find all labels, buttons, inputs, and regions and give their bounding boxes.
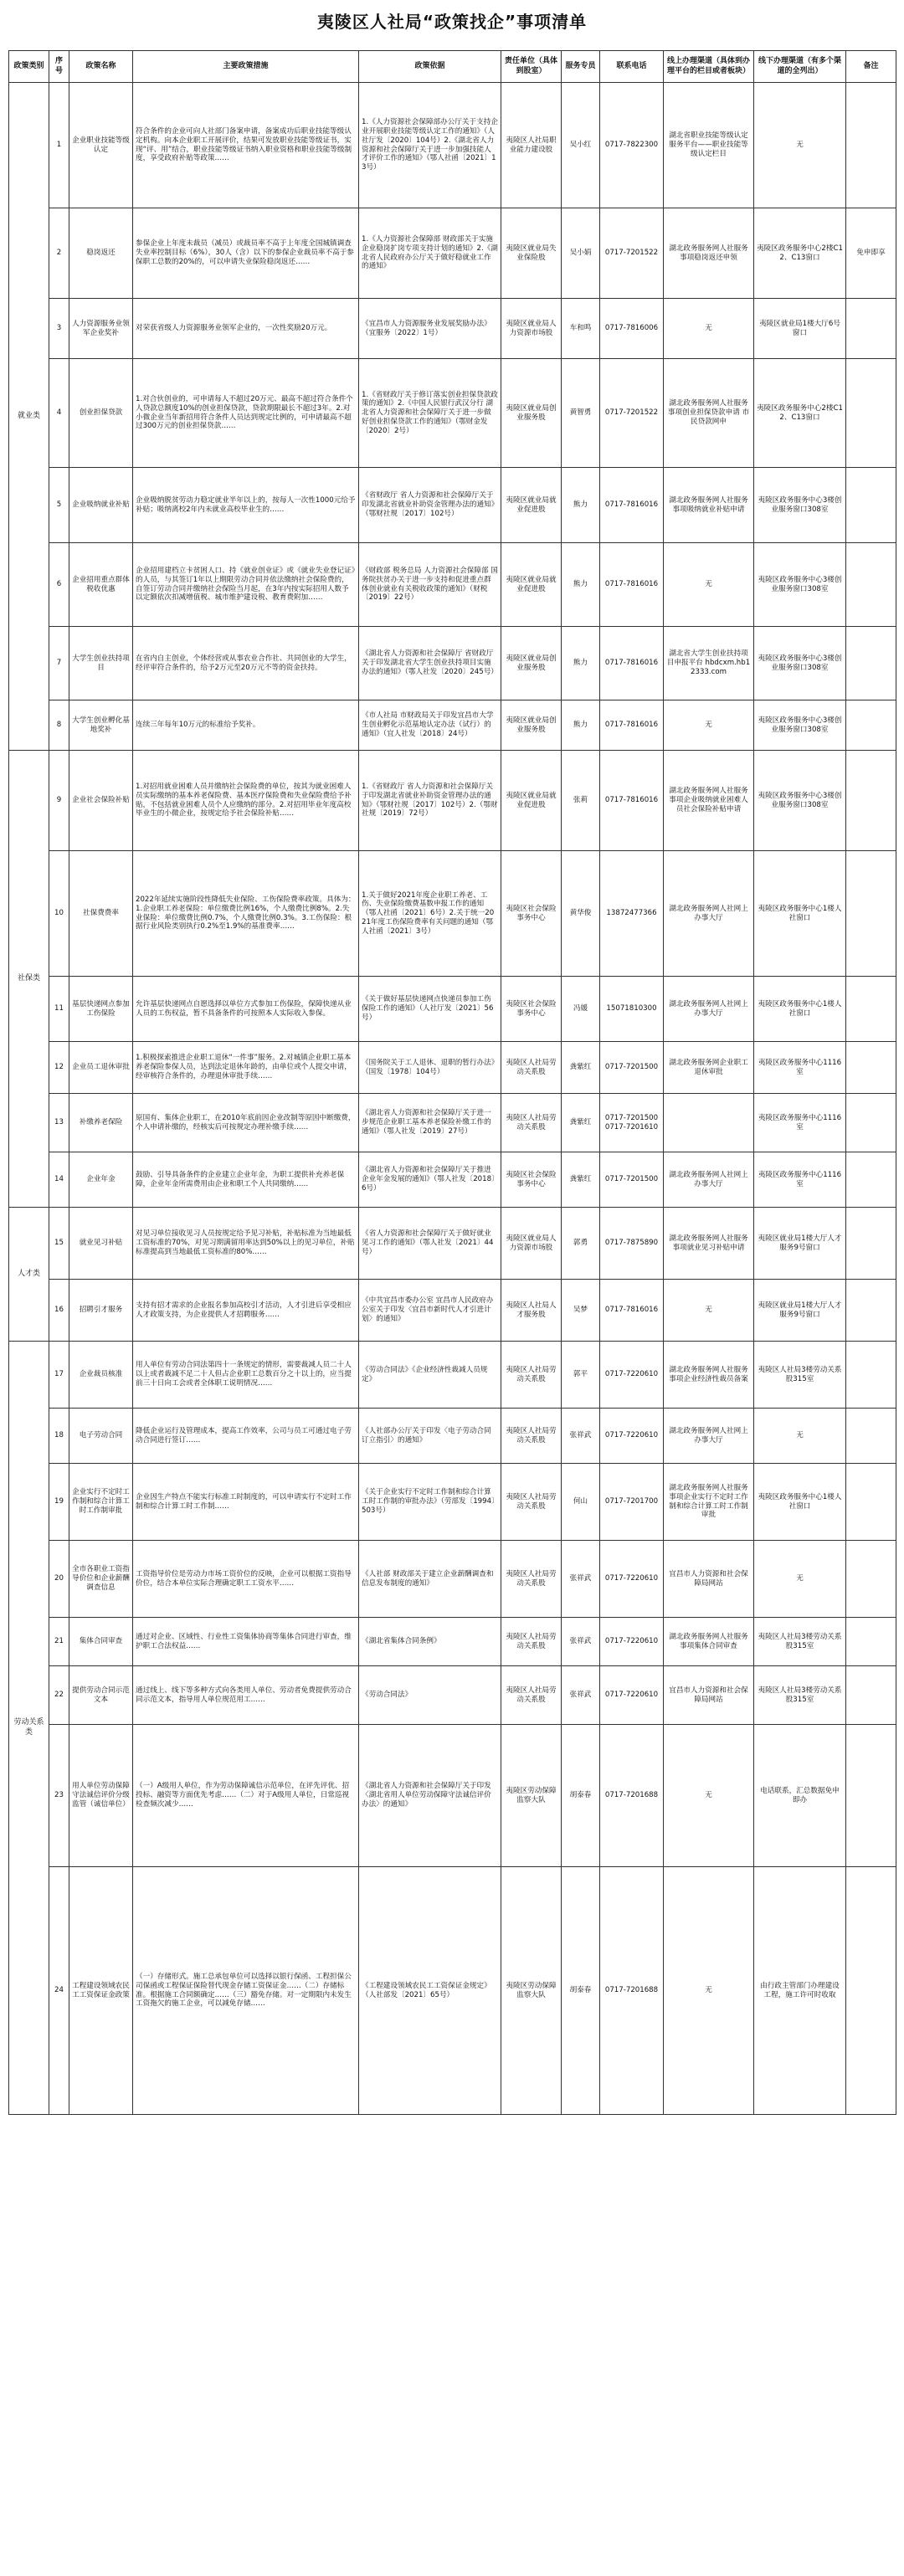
cell-online: 湖北政务服务网人社网上办事大厅 [664, 851, 754, 977]
cell-offline: 夷陵区政务服务中心2楼C12、C13窗口 [754, 208, 846, 299]
table-row [9, 1280, 896, 1342]
cell-offline: 夷陵区就业局1楼大厅人才服务9号窗口 [754, 1280, 846, 1342]
cell-phone: 0717-7220610 [600, 1409, 664, 1464]
cell-person: 吴小娟 [562, 208, 600, 299]
cell-person: 张祥武 [562, 1618, 600, 1666]
cell-basis: 《国务院关于工人退休、退职的暂行办法》（国发〔1978〕104号） [359, 1042, 501, 1094]
table-row [9, 1342, 896, 1409]
cell-online: 湖北政务服务网人社网上办事大厅 [664, 977, 754, 1042]
cell-measure: 用人单位有劳动合同法第四十一条规定的情形，需要裁减人员二十人以上或者裁减不足二十人但占企业职工总数百分之十以上的，应当提前三十日向工会或者全体职工说明情况…… [133, 1342, 359, 1409]
cell-dept: 夷陵区劳动保障监察大队 [501, 1725, 562, 1867]
cell-offline: 夷陵区人社局3楼劳动关系股315室 [754, 1666, 846, 1725]
cell-dept: 夷陵区就业局就业促进股 [501, 468, 562, 543]
cell-measure: 1.对合伙创业的，可申请每人不超过20万元、最高不超过符合条件个人贷款总额度10%的创业担保贷款，贷款期限最长不超过3年。2.对小微企业当年新招用符合条件人员达到规定比例的，可申请最高不超过300万元的创业担保贷款…… [133, 359, 359, 468]
cell-person: 何山 [562, 1464, 600, 1541]
table-row [9, 1541, 896, 1618]
cell-offline: 夷陵区政务服务中心1楼人社窗口 [754, 851, 846, 977]
cell-measure: 允许基层快递网点自愿选择以单位方式参加工伤保险，保障快递从业人员的工伤权益，暂不具备条件的可按照本人实际收入参保。 [133, 977, 359, 1042]
cell-dept: 夷陵区人社局劳动关系股 [501, 1464, 562, 1541]
cell-measure: 通过对企业、区域性、行业性工资集体协商等集体合同进行审查，维护职工合法权益…… [133, 1618, 359, 1666]
cell-no: 16 [49, 1280, 69, 1342]
cell-person: 张莉 [562, 751, 600, 851]
table-row [9, 1464, 896, 1541]
cell-online: 湖北省大学生创业扶持项目申报平台 hbdcxm.hb12333.com [664, 627, 754, 700]
cell-basis: 《宜昌市人力资源服务业发展奖励办法》（宜服务〔2022〕1号） [359, 299, 501, 359]
cell-name: 基层快递网点参加工伤保险 [69, 977, 133, 1042]
cell-name: 电子劳动合同 [69, 1409, 133, 1464]
cell-measure: 通过线上、线下等多种方式向各类用人单位、劳动者免费提供劳动合同示范文本，指导用人单位规范用工…… [133, 1666, 359, 1725]
cell-name: 企业职业技能等级认定 [69, 83, 133, 208]
cell-offline: 夷陵区政务服务中心3楼创业服务窗口308室 [754, 751, 846, 851]
cell-note [846, 1666, 896, 1725]
cell-online: 湖北政务服务网人社服务事项企业实行不定时工作制和综合计算工时工作制审批 [664, 1464, 754, 1541]
cell-name: 大学生创业孵化基地奖补 [69, 700, 133, 751]
cell-basis: 《人社部办公厅关于印发〈电子劳动合同订立指引〉的通知》 [359, 1409, 501, 1464]
cell-measure: 企业招用建档立卡贫困人口、持《就业创业证》或《就业失业登记证》的人员，与其签订1年以上期限劳动合同并依法缴纳社会保险费的，自签订劳动合同并缴纳社会保险当月起，在3年内按实际招用人数予以定额依次扣减增值税、城市维护建设税、教育费附加…… [133, 543, 359, 627]
table-row [9, 359, 896, 468]
cell-online: 湖北政务服务网人社服务事项创业担保贷款申请 市民贷款网申 [664, 359, 754, 468]
cell-no: 19 [49, 1464, 69, 1541]
cell-note [846, 1464, 896, 1541]
cell-dept: 夷陵区社会保险事务中心 [501, 1152, 562, 1208]
cell-name: 集体合同审查 [69, 1618, 133, 1666]
cell-phone: 0717-7220610 [600, 1342, 664, 1409]
cell-person: 黄华俊 [562, 851, 600, 977]
cell-basis: 《人社部 财政部关于建立企业薪酬调查和信息发布制度的通知》 [359, 1541, 501, 1618]
cell-dept: 夷陵区就业局人力资源市场股 [501, 1208, 562, 1280]
table-header-row [9, 51, 896, 83]
cell-dept: 夷陵区就业局就业促进股 [501, 751, 562, 851]
cell-measure: （一）A级用人单位，作为劳动保障诚信示范单位，在评先评优、招投标、融资等方面优先考虑……（二）对于A级用人单位，日常巡视检查频次减少…… [133, 1725, 359, 1867]
cell-online: 湖北政务服务网人社服务事项吸纳就业补贴申请 [664, 468, 754, 543]
cell-note [846, 751, 896, 851]
table-row [9, 1152, 896, 1208]
cell-phone: 0717-7201500 [600, 1042, 664, 1094]
cell-basis: 《关于做好基层快递网点快递员参加工伤保险工作的通知》（人社厅发〔2021〕56号） [359, 977, 501, 1042]
cell-online: 湖北政务服务网人社服务事项企业吸纳就业困难人员社会保险补贴申请 [664, 751, 754, 851]
cell-dept: 夷陵区劳动保障监察大队 [501, 1867, 562, 2115]
cell-person: 熊力 [562, 543, 600, 627]
cell-note [846, 1094, 896, 1152]
cell-note [846, 977, 896, 1042]
cell-basis: 1.《人力资源社会保障部办公厅关于支持企业开展职业技能等级认定工作的通知》（人社厅发〔2020〕104号）2.《湖北省人力资源和社会保障厅关于进一步加强技能人才评价工作的通知》（鄂人社函〔2021〕13号） [359, 83, 501, 208]
cell-offline: 无 [754, 1541, 846, 1618]
cell-online [664, 1094, 754, 1152]
cell-note [846, 1152, 896, 1208]
cell-measure: 1.对招用就业困难人员并缴纳社会保险费的单位，按其为就业困难人员实际缴纳的基本养老保险费、基本医疗保险费和失业保险费给予补贴，不包括就业困难人员个人应缴纳的部分。2.对招用毕业年度高校毕业生的小微企业，按规定给予社会保险补贴…… [133, 751, 359, 851]
cell-basis: 《中共宜昌市委办公室 宜昌市人民政府办公室关于印发〈宜昌市新时代人才引进计划〉的通知》 [359, 1280, 501, 1342]
cell-person: 龚紫红 [562, 1094, 600, 1152]
cell-name: 补缴养老保险 [69, 1094, 133, 1152]
cell-measure: 1.积极探索推进企业职工退休“一件事”服务。2.对城镇企业职工基本养老保险参保人员，达到法定退休年龄的，由单位或个人提交申请，经审核符合条件的，办理退休审批手续…… [133, 1042, 359, 1094]
cell-no: 8 [49, 700, 69, 751]
cell-note [846, 1409, 896, 1464]
cell-person: 龚紫红 [562, 1042, 600, 1094]
cell-person: 郭勇 [562, 1208, 600, 1280]
cell-measure: 原国有、集体企业职工，在2010年底前因企业改制等原因中断缴费，个人申请补缴的，经核实后可按规定办理补缴手续…… [133, 1094, 359, 1152]
cell-note [846, 543, 896, 627]
cell-online: 湖北省职业技能等级认定服务平台——职业技能等级认定栏目 [664, 83, 754, 208]
cell-phone: 0717-7816016 [600, 468, 664, 543]
cell-no: 5 [49, 468, 69, 543]
cell-person: 龚紫红 [562, 1152, 600, 1208]
cell-basis: 1.《省财政厅 省人力资源和社会保障厅关于印发湖北省就业补助资金管理办法的通知》（鄂财社规〔2017〕102号）2.（鄂财社规〔2019〕72号） [359, 751, 501, 851]
cell-note [846, 627, 896, 700]
cell-note [846, 1342, 896, 1409]
cell-no: 23 [49, 1725, 69, 1867]
cell-offline: 夷陵区政务服务中心2楼C12、C13窗口 [754, 359, 846, 468]
table-row [9, 1618, 896, 1666]
cell-basis: 《湖北省集体合同条例》 [359, 1618, 501, 1666]
cell-phone: 0717-7220610 [600, 1618, 664, 1666]
cell-person: 张祥武 [562, 1541, 600, 1618]
cell-name: 稳岗返还 [69, 208, 133, 299]
cell-online: 宜昌市人力资源和社会保障局网站 [664, 1666, 754, 1725]
cell-dept: 夷陵区人社局劳动关系股 [501, 1342, 562, 1409]
cell-phone: 0717-7816016 [600, 1280, 664, 1342]
cell-name: 企业实行不定时工作制和综合计算工时工作制审批 [69, 1464, 133, 1541]
cell-basis: 《财政部 税务总局 人力资源社会保障部 国务院扶贫办关于进一步支持和促进重点群体创业就业有关税收政策的通知》（财税〔2019〕22号） [359, 543, 501, 627]
cell-offline: 夷陵区政务服务中心1116室 [754, 1152, 846, 1208]
cell-online: 宜昌市人力资源和社会保障局网站 [664, 1541, 754, 1618]
cell-phone: 15071810300 [600, 977, 664, 1042]
cell-no: 21 [49, 1618, 69, 1666]
table-row [9, 1409, 896, 1464]
cell-phone: 0717-7201688 [600, 1867, 664, 2115]
column-header: 责任单位（具体到股室） [501, 51, 562, 83]
cell-phone: 0717-7201500 [600, 1152, 664, 1208]
cell-phone: 13872477366 [600, 851, 664, 977]
cell-no: 24 [49, 1867, 69, 2115]
cell-basis: 《工程建设领域农民工工资保证金规定》（人社部发〔2021〕65号） [359, 1867, 501, 2115]
cell-offline: 夷陵区政务服务中心1116室 [754, 1042, 846, 1094]
cell-note [846, 700, 896, 751]
cell-dept: 夷陵区就业局人力资源市场股 [501, 299, 562, 359]
column-header: 服务专员 [562, 51, 600, 83]
category-cell: 人才类 [9, 1208, 49, 1342]
cell-note [846, 1725, 896, 1867]
cell-offline: 夷陵区人社局3楼劳动关系股315室 [754, 1618, 846, 1666]
cell-measure: 参保企业上年度未裁员（减员）或裁员率不高于上年度全国城镇调查失业率控制目标（6%），30人（含）以下的参保企业裁员率不高于参保职工总数的20%的，可以申请失业保险稳岗返还…… [133, 208, 359, 299]
table-row [9, 851, 896, 977]
cell-online: 无 [664, 1725, 754, 1867]
cell-offline: 夷陵区政务服务中心3楼创业服务窗口308室 [754, 627, 846, 700]
cell-no: 11 [49, 977, 69, 1042]
cell-person: 吴小红 [562, 83, 600, 208]
column-header: 政策类别 [9, 51, 49, 83]
cell-note [846, 1208, 896, 1280]
cell-basis: 1.关于做好2021年度企业职工养老、工伤、失业保险缴费基数申报工作的通知（鄂人社函〔2021〕6号）2.关于统一2021年度工伤保险费率有关问题的通知（鄂人社函〔2021〕3号） [359, 851, 501, 977]
cell-offline: 由行政主管部门办理建设工程，施工许可时收取 [754, 1867, 846, 2115]
table-row [9, 299, 896, 359]
cell-person: 冯媛 [562, 977, 600, 1042]
cell-phone: 0717-7816016 [600, 700, 664, 751]
cell-name: 就业见习补贴 [69, 1208, 133, 1280]
cell-dept: 夷陵区人社局劳动关系股 [501, 1094, 562, 1152]
cell-measure: 企业吸纳脱贫劳动力稳定就业半年以上的，按每人一次性1000元给予补贴；吸纳离校2年内未就业高校毕业生的…… [133, 468, 359, 543]
cell-person: 吴梦 [562, 1280, 600, 1342]
cell-measure: 对见习单位接收见习人员按规定给予见习补贴，补贴标准为当地最低工资标准的70%，对见习期满留用率达到50%以上的见习单位，补贴标准提高到当地最低工资标准的80%…… [133, 1208, 359, 1280]
cell-phone: 0717-7220610 [600, 1666, 664, 1725]
cell-name: 社保费费率 [69, 851, 133, 977]
cell-dept: 夷陵区就业局创业服务股 [501, 700, 562, 751]
cell-person: 熊力 [562, 627, 600, 700]
cell-phone: 0717-7822300 [600, 83, 664, 208]
cell-no: 1 [49, 83, 69, 208]
cell-dept: 夷陵区就业局失业保险股 [501, 208, 562, 299]
cell-measure: 对荣获省级人力资源服务业领军企业的，一次性奖励20万元。 [133, 299, 359, 359]
table-row [9, 627, 896, 700]
cell-basis: 1.《人力资源社会保障部 财政部关于实施企业稳岗扩岗专项支持计划的通知》2.《湖北省人民政府办公厅关于做好稳就业工作的通知》 [359, 208, 501, 299]
cell-note [846, 468, 896, 543]
cell-dept: 夷陵区人社局职业能力建设股 [501, 83, 562, 208]
category-cell: 就业类 [9, 83, 49, 751]
cell-basis: 《湖北省人力资源和社会保障厅关于推进企业年金发展的通知》（鄂人社发〔2018〕6号） [359, 1152, 501, 1208]
cell-measure: 企业因生产特点不能实行标准工时制度的，可以申请实行不定时工作制和综合计算工时工作制…… [133, 1464, 359, 1541]
cell-offline: 夷陵区人社局3楼劳动关系股315室 [754, 1342, 846, 1409]
cell-name: 提供劳动合同示范文本 [69, 1666, 133, 1725]
cell-dept: 夷陵区人社局劳动关系股 [501, 1409, 562, 1464]
cell-basis: 《省人力资源和社会保障厅关于做好就业见习工作的通知》（鄂人社发〔2021〕44号） [359, 1208, 501, 1280]
cell-basis: 《湖北省人力资源和社会保障厅 省财政厅关于印发湖北省大学生创业扶持项目实施办法的通知》（鄂人社发〔2020〕245号） [359, 627, 501, 700]
cell-name: 企业年金 [69, 1152, 133, 1208]
cell-name: 创业担保贷款 [69, 359, 133, 468]
cell-basis: 《劳动合同法》 [359, 1666, 501, 1725]
table-row [9, 543, 896, 627]
table-row [9, 1094, 896, 1152]
cell-no: 17 [49, 1342, 69, 1409]
cell-no: 3 [49, 299, 69, 359]
table-row [9, 1208, 896, 1280]
cell-name: 企业裁员核准 [69, 1342, 133, 1409]
cell-offline: 夷陵区政务服务中心3楼创业服务窗口308室 [754, 700, 846, 751]
cell-dept: 夷陵区就业局就业促进股 [501, 543, 562, 627]
cell-online: 湖北政务服务网企业职工退休审批 [664, 1042, 754, 1094]
cell-basis: 1.《省财政厅关于修订落实创业担保贷款政策的通知》2.《中国人民银行武汉分行 湖北省人力资源和社会保障厅关于进一步做好创业担保贷款工作的通知》（鄂财金发〔2020〕2号） [359, 359, 501, 468]
cell-name: 招聘引才服务 [69, 1280, 133, 1342]
cell-name: 企业员工退休审批 [69, 1042, 133, 1094]
cell-name: 人力资源服务业领军企业奖补 [69, 299, 133, 359]
column-header: 主要政策措施 [133, 51, 359, 83]
cell-person: 车和鸣 [562, 299, 600, 359]
table-row [9, 83, 896, 208]
cell-measure: 支持有招才需求的企业报名参加高校引才活动，人才引进后享受相应人才政策支持，为企业提供人才招聘服务…… [133, 1280, 359, 1342]
cell-name: 企业吸纳就业补贴 [69, 468, 133, 543]
cell-measure: （一）存储形式。施工总承包单位可以选择以银行保函、工程担保公司保函或工程保证保险替代现金存储工资保证金……（二）存储标准。根据施工合同额确定……（三）豁免存储。对一定期限内未发生工资拖欠的施工企业，可以减免存储…… [133, 1867, 359, 2115]
cell-online: 湖北政务服务网人社服务事项稳岗返还申领 [664, 208, 754, 299]
cell-dept: 夷陵区人社局劳动关系股 [501, 1042, 562, 1094]
cell-phone: 0717-7816016 [600, 627, 664, 700]
cell-online: 湖北政务服务网人社服务事项集体合同审查 [664, 1618, 754, 1666]
column-header: 备注 [846, 51, 896, 83]
cell-online: 无 [664, 543, 754, 627]
cell-online: 湖北政务服务网人社服务事项就业见习补贴申请 [664, 1208, 754, 1280]
table-row [9, 468, 896, 543]
cell-offline: 夷陵区政务服务中心3楼创业服务窗口308室 [754, 468, 846, 543]
cell-note [846, 1618, 896, 1666]
cell-note [846, 1867, 896, 2115]
column-header: 线上办理渠道（具体到办理平台的栏目或者板块） [664, 51, 754, 83]
cell-no: 22 [49, 1666, 69, 1725]
cell-dept: 夷陵区就业局创业服务股 [501, 627, 562, 700]
cell-basis: 《关于企业实行不定时工作制和综合计算工时工作制的审批办法》（劳部发〔1994〕503号） [359, 1464, 501, 1541]
column-header: 线下办理渠道（有多个渠道的全列出） [754, 51, 846, 83]
cell-phone: 0717-7201688 [600, 1725, 664, 1867]
page-title: 夷陵区人社局“政策找企”事项清单 [316, 12, 588, 32]
table-row [9, 1725, 896, 1867]
cell-phone: 0717-7220610 [600, 1541, 664, 1618]
cell-name: 大学生创业扶持项目 [69, 627, 133, 700]
cell-no: 6 [49, 543, 69, 627]
cell-phone: 0717-7875890 [600, 1208, 664, 1280]
cell-offline: 夷陵区就业局1楼大厅人才服务9号窗口 [754, 1208, 846, 1280]
cell-online: 湖北政务服务网人社网上办事大厅 [664, 1409, 754, 1464]
cell-no: 4 [49, 359, 69, 468]
cell-offline: 电话联系，汇总数据免申即办 [754, 1725, 846, 1867]
cell-note: 免申即享 [846, 208, 896, 299]
cell-no: 15 [49, 1208, 69, 1280]
cell-online: 湖北政务服务网人社服务事项企业经济性裁员备案 [664, 1342, 754, 1409]
cell-offline: 无 [754, 83, 846, 208]
cell-person: 张祥武 [562, 1409, 600, 1464]
cell-phone: 0717-7816016 [600, 543, 664, 627]
cell-online: 无 [664, 299, 754, 359]
cell-note [846, 1280, 896, 1342]
cell-basis: 《湖北省人力资源和社会保障厅关于印发〈湖北省用人单位劳动保障守法诚信评价办法〉的通知》 [359, 1725, 501, 1867]
policy-table [8, 50, 896, 2115]
table-row [9, 700, 896, 751]
cell-basis: 《湖北省人力资源和社会保障厅关于进一步规范企业职工基本养老保险补缴工作的通知》（鄂人社发〔2019〕27号） [359, 1094, 501, 1152]
cell-phone: 0717-7201500 0717-7201610 [600, 1094, 664, 1152]
cell-phone: 0717-7201522 [600, 208, 664, 299]
table-row [9, 1042, 896, 1094]
cell-name: 全市各职业工资指导价位和企业薪酬调查信息 [69, 1541, 133, 1618]
cell-offline: 夷陵区政务服务中心3楼创业服务窗口308室 [754, 543, 846, 627]
cell-dept: 夷陵区社会保险事务中心 [501, 851, 562, 977]
cell-person: 熊力 [562, 700, 600, 751]
cell-measure: 鼓励、引导具备条件的企业建立企业年金，为职工提供补充养老保障，企业年金所需费用由企业和职工个人共同缴纳…… [133, 1152, 359, 1208]
cell-person: 张祥武 [562, 1666, 600, 1725]
cell-person: 胡泰春 [562, 1867, 600, 2115]
cell-name: 工程建设领域农民工工资保证金政策 [69, 1867, 133, 2115]
cell-phone: 0717-7201522 [600, 359, 664, 468]
cell-measure: 降低企业运行及管理成本，提高工作效率，公司与员工可通过电子劳动合同进行签订…… [133, 1409, 359, 1464]
cell-phone: 0717-7816016 [600, 751, 664, 851]
cell-dept: 夷陵区人社局劳动关系股 [501, 1541, 562, 1618]
cell-offline: 夷陵区政务服务中心1116室 [754, 1094, 846, 1152]
cell-phone: 0717-7201700 [600, 1464, 664, 1541]
cell-online: 无 [664, 700, 754, 751]
cell-note [846, 851, 896, 977]
cell-no: 13 [49, 1094, 69, 1152]
cell-person: 黄智勇 [562, 359, 600, 468]
cell-note [846, 299, 896, 359]
cell-offline: 无 [754, 1409, 846, 1464]
column-header: 政策名称 [69, 51, 133, 83]
cell-no: 14 [49, 1152, 69, 1208]
cell-phone: 0717-7816006 [600, 299, 664, 359]
cell-no: 12 [49, 1042, 69, 1094]
table-row [9, 1666, 896, 1725]
cell-no: 10 [49, 851, 69, 977]
table-row [9, 977, 896, 1042]
column-header: 联系电话 [600, 51, 664, 83]
table-row [9, 751, 896, 851]
cell-online: 无 [664, 1280, 754, 1342]
cell-dept: 夷陵区就业局创业服务股 [501, 359, 562, 468]
cell-dept: 夷陵区人社局劳动关系股 [501, 1666, 562, 1725]
cell-person: 郭平 [562, 1342, 600, 1409]
cell-dept: 夷陵区人社局劳动关系股 [501, 1618, 562, 1666]
cell-no: 9 [49, 751, 69, 851]
cell-offline: 夷陵区政务服务中心1楼人社窗口 [754, 977, 846, 1042]
cell-no: 20 [49, 1541, 69, 1618]
cell-no: 2 [49, 208, 69, 299]
cell-dept: 夷陵区人社局人才服务股 [501, 1280, 562, 1342]
cell-basis: 《劳动合同法》《企业经济性裁减人员规定》 [359, 1342, 501, 1409]
cell-online: 湖北政务服务网人社网上办事大厅 [664, 1152, 754, 1208]
cell-offline: 夷陵区就业局1楼大厅6号窗口 [754, 299, 846, 359]
cell-basis: 《市人社局 市财政局关于印发宜昌市大学生创业孵化示范基地认定办法（试行）的通知》（宜人社发〔2018〕24号） [359, 700, 501, 751]
cell-measure: 符合条件的企业可向人社部门备案申请，备案成功后职业技能等级认定机构。向本企业职工开展评价，结果可发放职业技能等级证书，实现“评、用”结合，职业技能等级证书纳入职业资格和职业技能等级制度，享受政府补贴等政策…… [133, 83, 359, 208]
cell-no: 18 [49, 1409, 69, 1464]
column-header: 政策依据 [359, 51, 501, 83]
cell-name: 企业社会保险补贴 [69, 751, 133, 851]
cell-person: 熊力 [562, 468, 600, 543]
cell-note [846, 359, 896, 468]
cell-offline: 夷陵区政务服务中心1楼人社窗口 [754, 1464, 846, 1541]
cell-online: 无 [664, 1867, 754, 2115]
cell-measure: 连续三年每年10万元的标准给予奖补。 [133, 700, 359, 751]
cell-name: 企业招用重点群体税收优惠 [69, 543, 133, 627]
column-header: 序号 [49, 51, 69, 83]
cell-note [846, 1541, 896, 1618]
category-cell: 社保类 [9, 751, 49, 1208]
table-row [9, 208, 896, 299]
category-cell: 劳动关系类 [9, 1342, 49, 2115]
table-row [9, 1867, 896, 2115]
cell-measure: 工资指导价位是劳动力市场工资价位的反映，企业可以根据工资指导价位，结合本单位实际合理确定职工工资水平…… [133, 1541, 359, 1618]
cell-basis: 《省财政厅 省人力资源和社会保障厅关于印发湖北省就业补助资金管理办法的通知》（鄂财社规〔2017〕102号） [359, 468, 501, 543]
cell-person: 胡泰春 [562, 1725, 600, 1867]
cell-measure: 2022年延续实施阶段性降低失业保险、工伤保险费率政策。具体为：1.企业职工养老保险：单位缴费比例16%，个人缴费比例8%。2.失业保险：单位缴费比例0.7%，个人缴费比例0.3%。3.工伤保险：根据行业风险类别执行0.2%至1.9%的基准费率…… [133, 851, 359, 977]
cell-dept: 夷陵区社会保险事务中心 [501, 977, 562, 1042]
cell-measure: 在省内自主创业，个体经营或从事农业合作社、共同创业的大学生，经评审符合条件的，给予2万元至20万元不等的资金扶持。 [133, 627, 359, 700]
cell-note [846, 1042, 896, 1094]
cell-note [846, 83, 896, 208]
cell-no: 7 [49, 627, 69, 700]
cell-name: 用人单位劳动保障守法诚信评价分级监管（诚信单位） [69, 1725, 133, 1867]
